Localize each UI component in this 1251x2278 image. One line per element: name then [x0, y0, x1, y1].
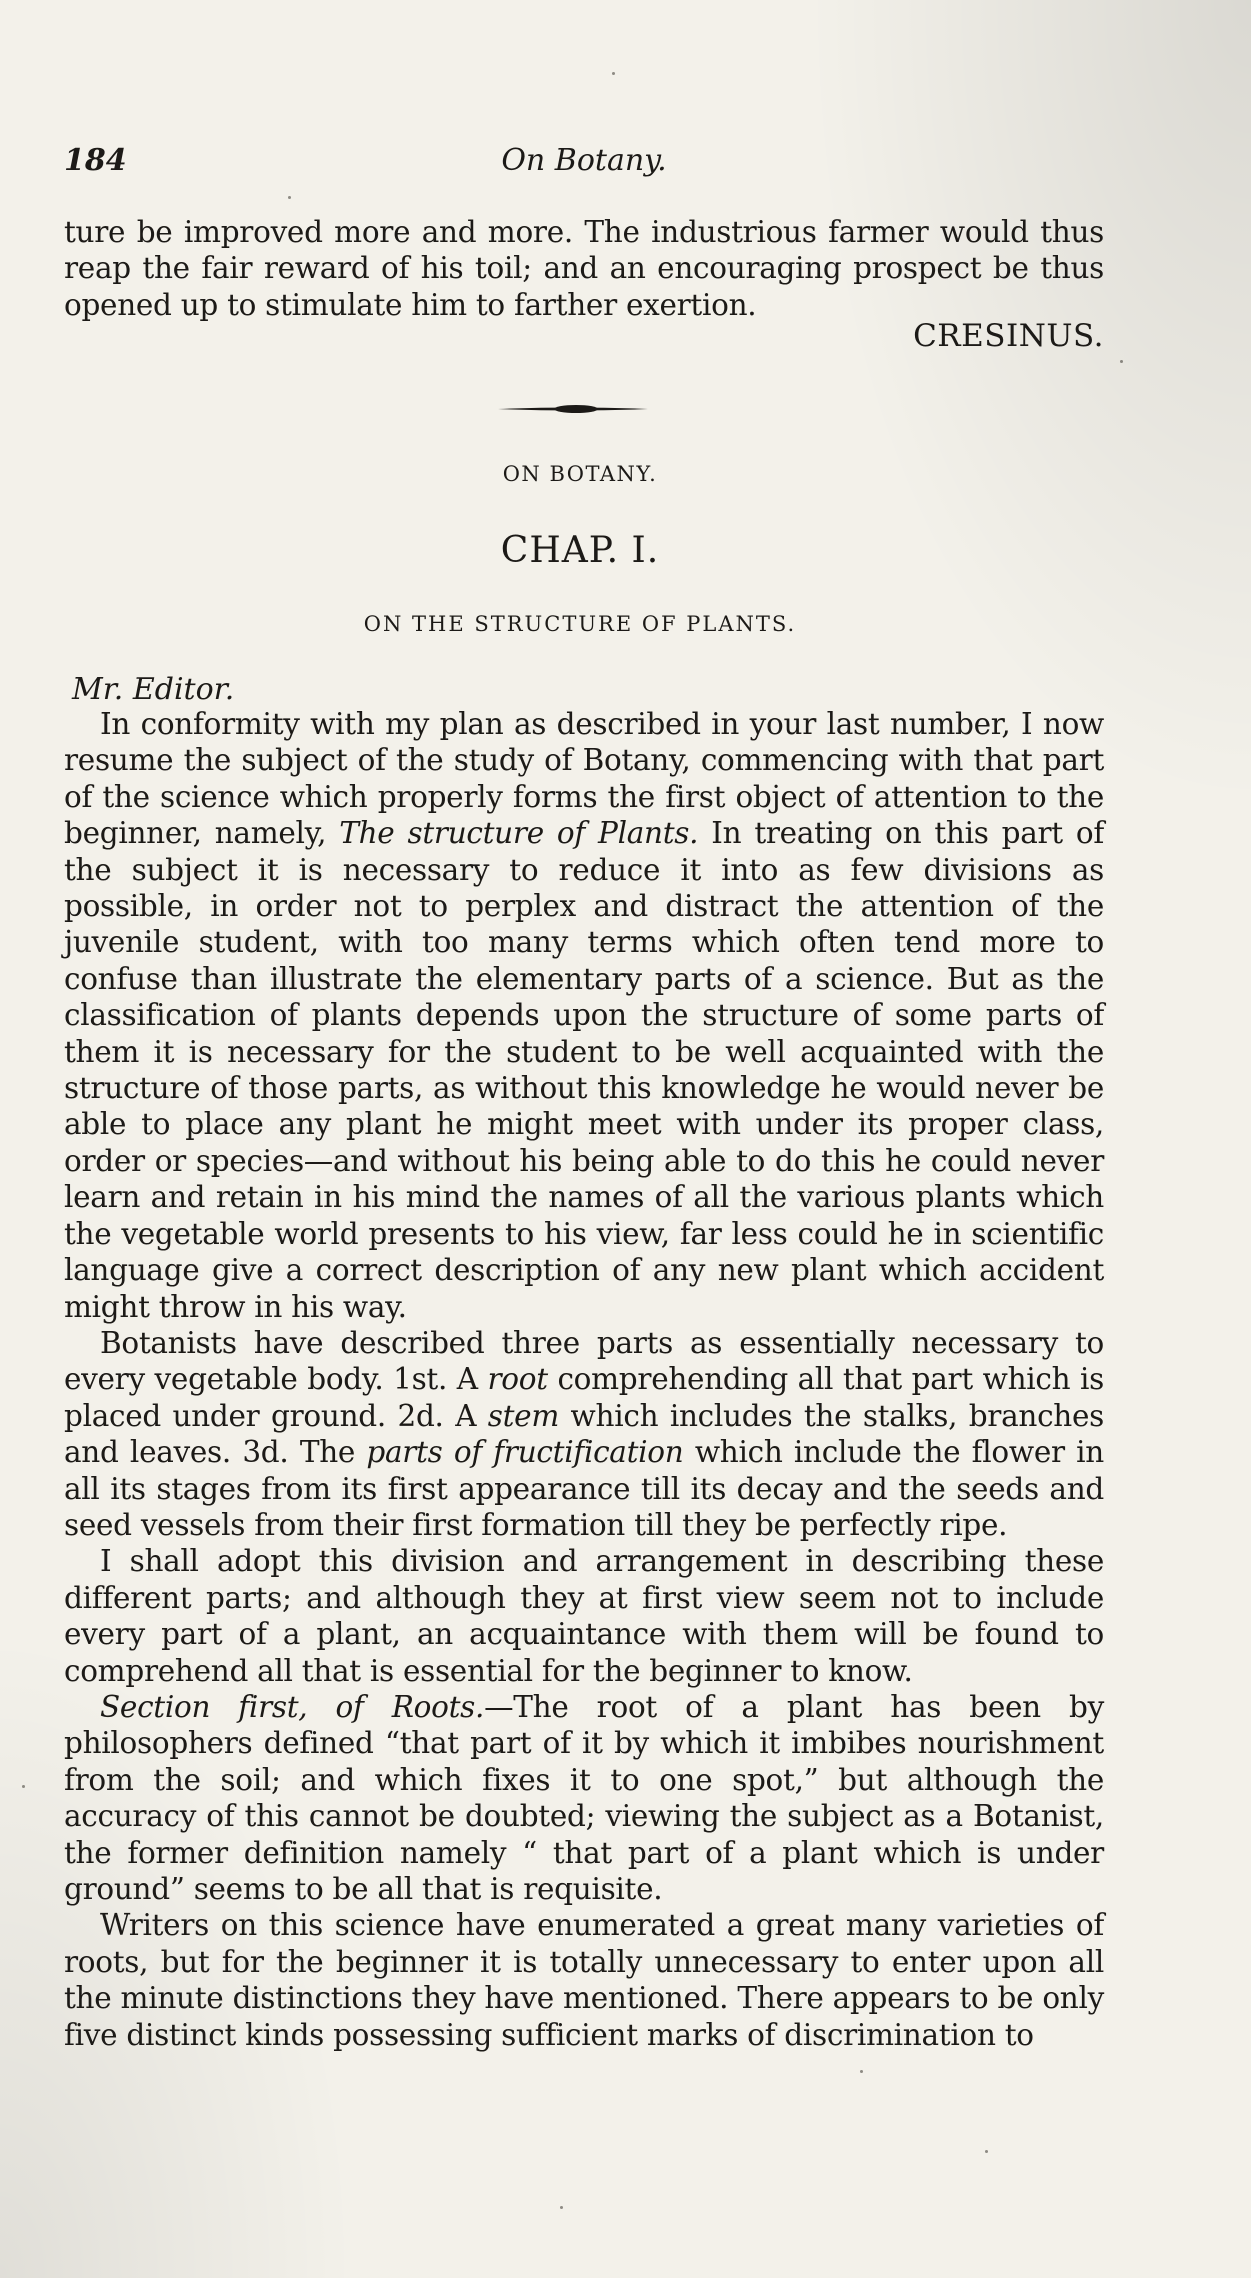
- print-speck: [560, 2206, 563, 2209]
- previous-article-closing: [64, 214, 1104, 323]
- page-header: [64, 143, 1104, 183]
- p2-text-b: comprehending all that part which is placed under ground. 2d. A: [64, 1362, 1104, 1433]
- article-heading: ON BOTANY.: [502, 462, 658, 486]
- print-speck: [985, 2150, 988, 2153]
- p2-emphasis-stem: stem: [487, 1398, 559, 1433]
- p2-emphasis-fructification: parts of fructification: [366, 1435, 684, 1470]
- p1-emphasis: The structure of Plants.: [339, 816, 699, 851]
- salutation: Mr. Editor.: [72, 672, 235, 707]
- paragraph-4: [64, 1689, 1104, 1907]
- closing-paragraph: ture be improved more and more. The industrious farmer would thus reap the fair reward of his toil; and an encouraging prospect be thus opened up to stimulate him to farther exertion.: [64, 215, 1104, 322]
- p2-text-a: Botanists have described three parts as essentially necessary to every vegetable body. 1st. A: [64, 1325, 1104, 1397]
- section-divider-rule: [498, 402, 648, 416]
- paragraph-2: [64, 1325, 1104, 1543]
- page-number: 184: [64, 143, 127, 178]
- chapter-subtitle: ON THE STRUCTURE OF PLANTS.: [363, 612, 797, 636]
- paragraph-1: [64, 706, 1104, 1325]
- p4-section-heading: Section first, of Roots.: [100, 1689, 485, 1724]
- paragraph-3: I shall adopt this division and arrangement in describing these different parts; and although they at first view seem not to include every part of a plant, an acquaintance with them will be found to comprehend all that is essential for the beginner to know.: [64, 1544, 1104, 1688]
- p2-text-d: which include the flower in all its stages from its first appearance till its decay and the seeds and seed vessels from their first formation till they be perfectly ripe.: [64, 1435, 1104, 1542]
- print-speck: [288, 196, 291, 199]
- article-body: [64, 706, 1104, 2053]
- p1-text-a: In conformity with my plan as described in your last number, I now resume the subject of the study of Botany, commencing with that part of the science which properly forms the first object of attention to the beginner, namely,: [64, 707, 1104, 851]
- print-speck: [612, 72, 615, 75]
- author-signature: CRESINUS.: [913, 318, 1104, 354]
- p2-text-c: which includes the stalks, branches and leaves. 3d. The: [64, 1398, 1104, 1470]
- print-speck: [860, 2070, 863, 2073]
- chapter-title: CHAP. I.: [500, 530, 660, 571]
- running-title: On Botany.: [501, 143, 667, 178]
- p2-emphasis-root: root: [487, 1362, 548, 1397]
- p4-text: —The root of a plant has been by philosophers defined “that part of it by which it imbibes nourishment from the soil; and which fixes it to one spot,” but although the accuracy of this cannot be doubted; viewing the subject as a Botanist, the former definition namely “ that part of a plant which is under ground” seems to be all that is requisite.: [64, 1689, 1104, 1906]
- print-speck: [1120, 360, 1123, 363]
- p1-text-b: In treating on this part of the subject it is necessary to reduce it into as few divisions as possible, in order not to perplex and distract the attention of the juvenile student, with too many terms which often tend more to confuse than illustrate the elementary parts of a science. But as the classification of plants depends upon the structure of some parts of them it is necessary for the student to be well acquainted with the structure of those parts, as without this knowledge he would never be able to place any plant he might meet with under its proper class, order or species—and without his being able to do this he could never learn and retain in his mind the names of all the various plants which the vegetable world presents to his view, far less could he in scientific language give a correct description of any new plant which accident might throw in his way.: [64, 816, 1104, 1324]
- paragraph-5: Writers on this science have enumerated a great many varieties of roots, but for the beginner it is totally unnecessary to enter upon all the minute distinctions they have mentioned. There appears to be only five distinct kinds possessing sufficient marks of discrimination to: [64, 1908, 1104, 2052]
- print-speck: [22, 1785, 25, 1788]
